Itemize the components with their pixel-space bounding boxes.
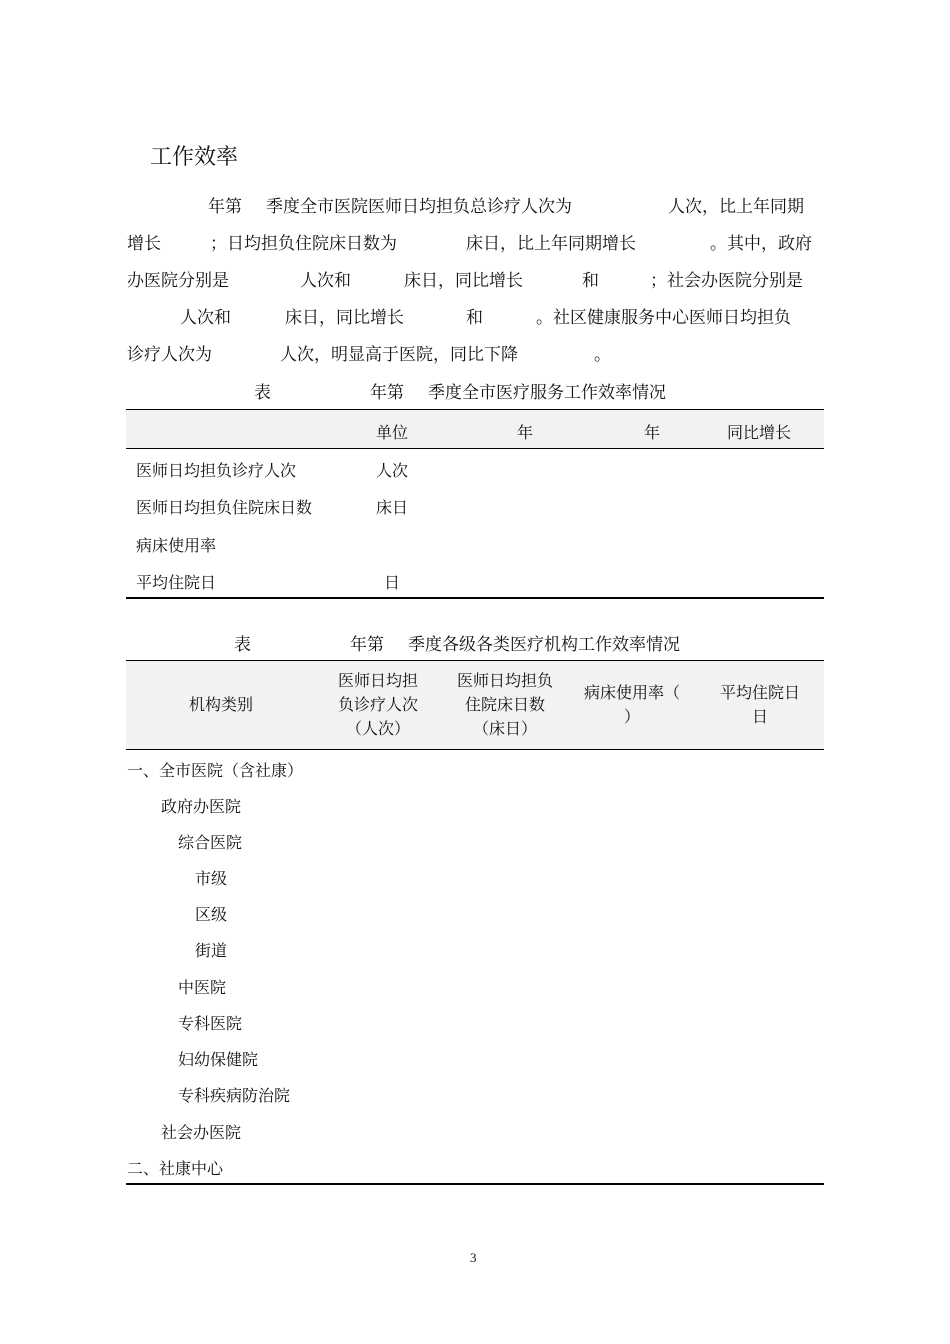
para-text: 人次，比上年同期: [668, 197, 804, 217]
para-text: 诊疗人次为: [127, 345, 212, 365]
table-row-unit: 床日: [376, 498, 409, 517]
table-row: 专科医院: [178, 1014, 243, 1033]
para-text: 人次，明显高于医院，同比下降: [280, 345, 518, 365]
caption-text: 季度各级各类医疗机构工作效率情况: [408, 635, 680, 655]
table-row-label: 病床使用率: [136, 536, 217, 555]
table-row: 市级: [195, 869, 228, 888]
table-row-label: 平均住院日: [136, 573, 217, 592]
table2-header-rule: [126, 749, 824, 750]
para-text: 增长: [127, 234, 161, 254]
page-number: 3: [470, 1250, 477, 1265]
section-title: 工作效率: [150, 145, 239, 170]
para-text: 和: [582, 271, 599, 291]
table1-header-rule: [126, 448, 824, 449]
para-text: 人次和: [180, 308, 231, 328]
para-text: 办医院分别是: [127, 271, 229, 291]
table-row: 专科疾病防治院: [178, 1086, 291, 1105]
para-text: ；日均担负住院床日数为: [210, 234, 397, 254]
para-text: 床日，同比增长: [404, 271, 523, 291]
table-row: 综合医院: [178, 833, 243, 852]
caption-text: 季度全市医疗服务工作效率情况: [428, 383, 666, 403]
para-text: 和: [466, 308, 483, 328]
table-row-label: 医师日均担负诊疗人次: [136, 461, 297, 480]
table-row: 区级: [195, 905, 228, 924]
para-text: 季度全市医院医师日均担负总诊疗人次为: [266, 197, 572, 217]
table-row: 一、全市医院（含社康）: [127, 761, 304, 780]
para-text: ；社会办医院分别是: [650, 271, 803, 291]
table1-header-cell: 年: [644, 423, 661, 442]
table2-top-rule: [126, 660, 824, 661]
table-row: 社会办医院: [161, 1123, 242, 1142]
table-row: 妇幼保健院: [178, 1050, 259, 1069]
table-row: 政府办医院: [161, 797, 242, 816]
para-text: 人次和: [300, 271, 351, 291]
table1-header-cell: 年: [517, 423, 534, 442]
para-text: 床日，同比增长: [285, 308, 404, 328]
table2-header-cell: 医师日均担负诊疗人次（人次）: [337, 671, 418, 738]
table-row-unit: 日: [384, 573, 401, 592]
para-text: 。: [594, 345, 611, 365]
caption-text: 年第: [370, 383, 404, 403]
table-row-unit: 人次: [376, 461, 409, 480]
table1-header-band: [126, 410, 824, 449]
table1-header-cell: 单位: [376, 423, 409, 442]
para-text: 年第: [208, 197, 242, 217]
table-row: 街道: [195, 941, 228, 960]
para-text: 。社区健康服务中心医师日均担负: [536, 308, 791, 328]
table2-bottom-rule: [126, 1183, 824, 1185]
caption-text: 表: [234, 635, 251, 655]
table-row: 二、社康中心: [127, 1159, 224, 1178]
table2-header-cell: 病床使用率（ ）: [584, 683, 681, 726]
table-row-label: 医师日均担负住院床日数: [136, 498, 313, 517]
caption-text: 年第: [350, 635, 384, 655]
caption-text: 表: [254, 383, 271, 403]
table1-header-cell: 同比增长: [727, 423, 792, 442]
table1-bottom-rule: [126, 597, 824, 599]
table2-header-cell: 机构类别: [188, 695, 253, 714]
para-text: 床日，比上年同期增长: [466, 234, 636, 254]
table2-header-cell: 平均住院日日: [719, 683, 800, 726]
para-text: 。其中，政府: [710, 234, 812, 254]
table2-header-cell: 医师日均担负住院床日数（床日）: [456, 671, 553, 738]
table-row: 中医院: [178, 978, 227, 997]
table1-top-rule: [126, 409, 824, 410]
